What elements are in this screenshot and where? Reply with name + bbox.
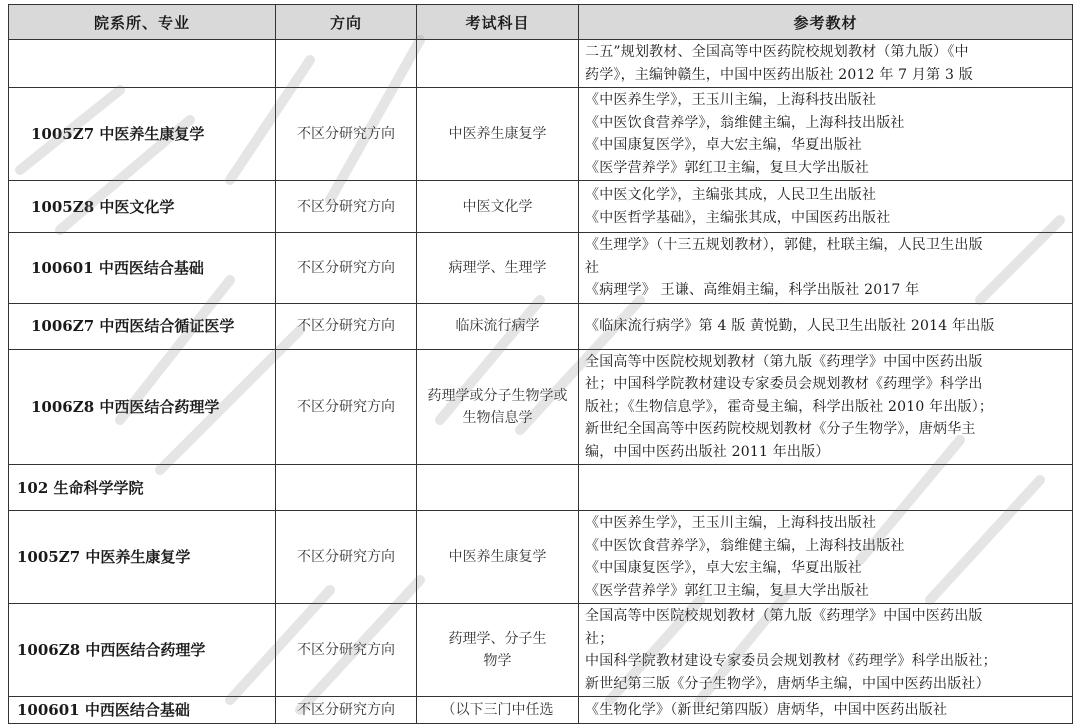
book-line: 《中医饮食营养学》，翁维健主编，上海科技出版社 [585,114,905,131]
subject-cell: （以下三门中任选 [417,697,579,724]
books-cell [579,88,1073,181]
book-line: 中国科学院教材建设专家委员会规划教材《药理学》科学出版社； [585,653,997,669]
books-cell [579,303,1073,349]
table-row [9,88,1073,181]
book-line: 二五”规划教材、全国高等中医药院校规划教材（第九版）《中 [585,44,969,60]
book-line: 《中医养生学》，王玉川主编，上海科技出版社 [585,92,877,108]
table-row [9,697,1073,724]
department-cell: 100601 中西医结合基础 [9,233,276,304]
direction-cell [276,40,417,88]
direction-cell [276,465,417,511]
subject-cell [417,465,579,511]
department-cell: 1006Z8 中西医结合药理学 [9,604,276,697]
direction-cell: 不区分研究方向 [276,604,417,697]
table-row [9,349,1073,465]
subject-cell: 病理学、生理学 [417,233,579,304]
direction-cell: 不区分研究方向 [276,349,417,465]
department-cell: 1005Z7 中医养生康复学 [9,88,276,181]
direction-cell: 不区分研究方向 [276,511,417,604]
book-line: 《中医文化学》，主编张其成，人民卫生出版社 [585,187,877,203]
department-cell: 1005Z7 中医养生康复学 [9,511,276,604]
books-cell [579,697,1073,724]
header-department: 院系所、专业 [9,5,276,40]
table-row [9,604,1073,697]
table-header-row [9,5,1073,40]
book-line: 社；中国科学院教材建设专家委员会规划教材《药理学》科学出 [585,376,983,392]
header-exam-subjects: 考试科目 [417,5,579,40]
department-cell: 1005Z8 中医文化学 [9,181,276,233]
book-line: 《中医哲学基础》，主编张其成，中国医药出版社 [585,209,891,226]
books-cell [579,511,1073,604]
table-row [9,233,1073,304]
book-line: 《中国康复医学》，卓大宏主编，华夏出版社 [585,560,862,576]
department-cell: 1006Z8 中西医结合药理学 [9,349,276,465]
table-row [9,465,1073,511]
subject-cell: 中医养生康复学 [417,511,579,604]
book-line: 《医学营养学》郭红卫主编，复旦大学出版社 [585,582,869,599]
direction-cell: 不区分研究方向 [276,233,417,304]
subject-cell: 中医文化学 [417,181,579,233]
book-line: 《生物化学》（新世纪第四版）唐炳华，中国中医药出版社 [585,701,948,718]
header-reference-books: 参考教材 [579,5,1073,40]
department-cell [9,40,276,88]
book-line: 新世纪全国高等中医药院校规划教材《分子生物学》，唐炳华主 [585,421,976,437]
department-cell: 100601 中西医结合基础 [9,697,276,724]
table-row [9,181,1073,233]
book-line: 《中医养生学》，王玉川主编，上海科技出版社 [585,515,877,531]
direction-cell: 不区分研究方向 [276,88,417,181]
subject-cell: 药理学、分子生物学 [417,604,579,697]
book-line: 社； [585,630,614,647]
book-line: 版社；《生物信息学》，霍奇曼主编，科学出版社 2010 年出版）； [585,398,994,415]
book-line: 社 [585,259,600,276]
department-cell: 1006Z7 中西医结合循证医学 [9,303,276,349]
books-cell [579,349,1073,465]
book-line: 《病理学》 王谦、高维娟主编，科学出版社 2017 年 [585,282,920,298]
books-cell [579,233,1073,304]
table-row [9,40,1073,88]
book-line: 新世纪第三版《分子生物学》，唐炳华主编，中国中医药出版社） [585,675,990,692]
direction-cell: 不区分研究方向 [276,697,417,724]
book-line: 《临床流行病学》第 4 版 黄悦勤，人民卫生出版社 2014 年出版 [585,317,995,334]
book-line: 《生理学》（十三五规划教材），郭健，杜联主编，人民卫生出版 [585,237,983,253]
header-direction: 方向 [276,5,417,40]
department-cell: 102 生命科学学院 [9,465,276,511]
subject-cell: 临床流行病学 [417,303,579,349]
subject-cell: 中医养生康复学 [417,88,579,181]
book-line: 《中医饮食营养学》，翁维健主编，上海科技出版社 [585,537,905,554]
book-line: 《中国康复医学》，卓大宏主编，华夏出版社 [585,137,862,153]
book-line: 《医学营养学》郭红卫主编，复旦大学出版社 [585,159,869,176]
subject-cell: 药理学或分子生物学或生物信息学 [417,349,579,465]
direction-cell: 不区分研究方向 [276,303,417,349]
books-cell [579,604,1073,697]
books-cell [579,40,1073,88]
book-line: 全国高等中医院校规划教材（第九版《药理学》中国中医药出版 [585,608,983,624]
exam-subjects-table [8,4,1073,724]
subject-cell [417,40,579,88]
table-row [9,511,1073,604]
exam-table-wrapper [8,4,1072,724]
book-line: 编，中国中医药出版社 2011 年出版） [585,443,830,460]
table-row [9,303,1073,349]
book-line: 药学》，主编钟赣生，中国中医药出版社 2012 年 7 月第 3 版 [585,66,973,83]
books-cell [579,465,1073,511]
direction-cell: 不区分研究方向 [276,181,417,233]
books-cell [579,181,1073,233]
book-line: 全国高等中医院校规划教材（第九版《药理学》中国中医药出版 [585,353,983,370]
